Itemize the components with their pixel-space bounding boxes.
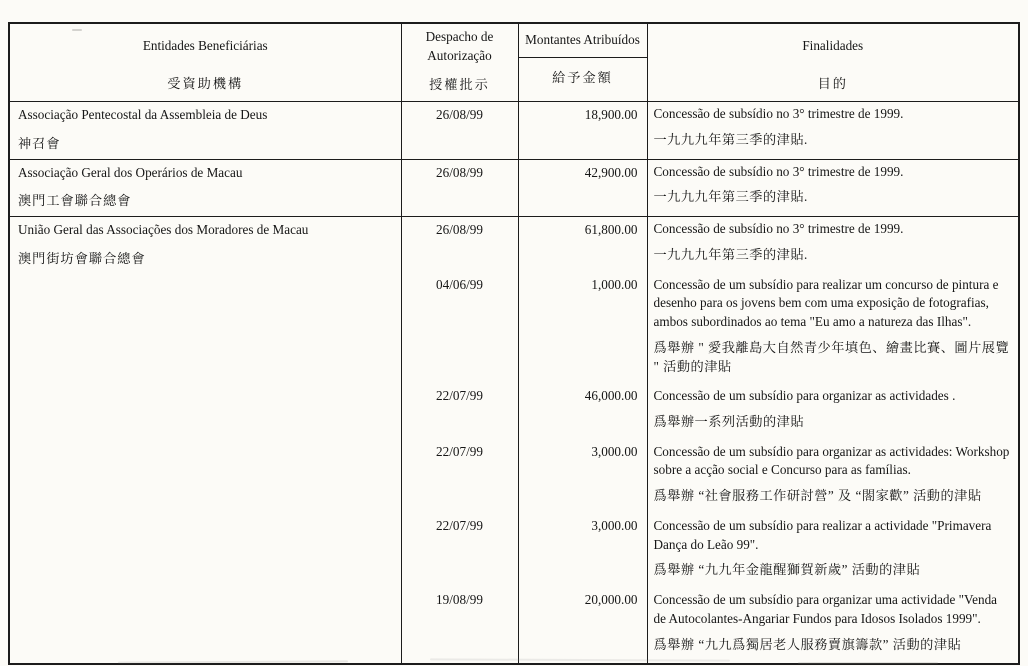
- amount-value: 3,000.00: [518, 441, 647, 515]
- entity-cell: [9, 159, 401, 216]
- col-header-purposes-pt: Finalidades: [802, 37, 864, 53]
- purpose-cell: [647, 102, 1019, 159]
- purpose-cell: [647, 515, 1019, 589]
- entity-name-pt: Associação Pentecostal da Assembleia de Deus: [18, 107, 268, 123]
- authorization-date: 04/06/99: [401, 274, 518, 386]
- entity-name-cn: 神召會: [18, 135, 61, 151]
- authorization-date: 19/08/99: [401, 589, 518, 664]
- purpose-cell: [647, 589, 1019, 664]
- purpose-text-cn: 爲舉辦 " 愛我離島大自然青少年填色、繪畫比賽、圖片展覽 " 活動的津貼: [653, 339, 1010, 374]
- header-row: [9, 23, 1019, 102]
- purpose-text-cn: 一九九九年第三季的津貼.: [653, 189, 808, 205]
- entity-name-cn: 澳門工會聯合總會: [18, 193, 132, 209]
- table-row: [9, 217, 1019, 274]
- purpose-cell: [647, 441, 1019, 515]
- entity-cell: [9, 217, 401, 665]
- purpose-text-pt: Concessão de subsídio no 3° trimestre de 1999.: [653, 221, 904, 237]
- purpose-text-cn: 一九九九年第三季的津貼.: [653, 131, 808, 147]
- purpose-cell: [647, 159, 1019, 216]
- table-row: [9, 102, 1019, 159]
- purpose-text-cn: 爲舉辦 “九九年金龍醒獅賀新歲” 活動的津貼: [653, 562, 921, 578]
- col-header-authorization-pt-line1: Despacho de: [425, 29, 494, 44]
- col-header-authorization-pt: [406, 28, 514, 65]
- entity-name-pt: União Geral das Associações dos Moradores de Macau: [18, 222, 309, 238]
- purpose-text-pt: Concessão de um subsídio para organizar as actividades: Workshop sobre a acção social e Concurso para as famílias.: [653, 443, 1010, 478]
- purpose-text-pt: Concessão de um subsídio para organizar as actividades .: [653, 388, 956, 404]
- authorization-date: 22/07/99: [401, 515, 518, 589]
- entity-name-pt: Associação Geral dos Operários de Macau: [18, 164, 243, 180]
- authorization-date: 26/08/99: [401, 217, 518, 274]
- purpose-text-pt: Concessão de subsídio no 3° trimestre de 1999.: [653, 106, 904, 122]
- purpose-cell: [647, 217, 1019, 274]
- entity-cell: [9, 102, 401, 159]
- purpose-cell: [647, 385, 1019, 440]
- col-header-entities-pt: Entidades Beneficiárias: [142, 37, 268, 53]
- amount-value: 1,000.00: [518, 274, 647, 386]
- purpose-text-pt: Concessão de um subsídio para organizar uma actividade "Venda de Autocolantes-Angariar Fundos para Idosos Isolados 1999".: [653, 592, 998, 626]
- amount-value: 46,000.00: [518, 385, 647, 440]
- purpose-text-cn: 一九九九年第三季的津貼.: [653, 246, 808, 262]
- purpose-cell: [647, 274, 1019, 386]
- amount-value: 3,000.00: [518, 515, 647, 589]
- col-header-entities-cn: 受資助機構: [167, 76, 244, 91]
- authorization-date: 26/08/99: [401, 159, 518, 216]
- authorization-date: 22/07/99: [401, 441, 518, 515]
- col-header-authorization-pt-line2: Autorização: [427, 47, 492, 63]
- purpose-text-cn: 爲舉辦 “九九爲獨居老人服務賣旗籌款” 活動的津貼: [653, 636, 962, 652]
- col-header-amounts-pt: Montantes Atribuídos: [519, 24, 647, 58]
- amount-value: 20,000.00: [518, 589, 647, 664]
- col-header-authorization: [401, 23, 518, 102]
- entity-name-cn: 澳門街坊會聯合總會: [18, 250, 146, 266]
- col-header-entities: [9, 23, 401, 102]
- purpose-text-pt: Concessão de subsídio no 3° trimestre de 1999.: [653, 163, 904, 179]
- authorization-date: 26/08/99: [401, 102, 518, 159]
- purpose-text-cn: 爲舉辦一系列活動的津貼: [653, 414, 805, 430]
- amount-value: 18,900.00: [518, 102, 647, 159]
- purpose-text-pt: Concessão de um subsídio para realizar a actividade "Primavera Dança do Leão 99".: [653, 517, 992, 552]
- amount-value: 61,800.00: [518, 217, 647, 274]
- col-header-purposes-cn: 目的: [817, 76, 848, 91]
- authorization-date: 22/07/99: [401, 385, 518, 440]
- col-header-amounts-cn: 給予金額: [552, 70, 613, 85]
- subsidy-table: [8, 22, 1020, 665]
- table-row: [9, 159, 1019, 216]
- col-header-purposes: [647, 23, 1019, 102]
- amount-value: 42,900.00: [518, 159, 647, 216]
- col-header-authorization-cn: 授權批示: [429, 77, 490, 93]
- scanned-page: [0, 22, 1028, 666]
- purpose-text-cn: 爲舉辦 “社會服務工作研討營” 及 “閤家歡” 活動的津貼: [653, 488, 982, 504]
- col-header-amounts: [518, 23, 647, 102]
- purpose-text-pt: Concessão de um subsídio para realizar um concurso de pintura e desenho para os jovens bem com uma exposição de fotografias, ambos subordinados ao tema "Eu amo a natureza das Ilhas".: [653, 276, 999, 330]
